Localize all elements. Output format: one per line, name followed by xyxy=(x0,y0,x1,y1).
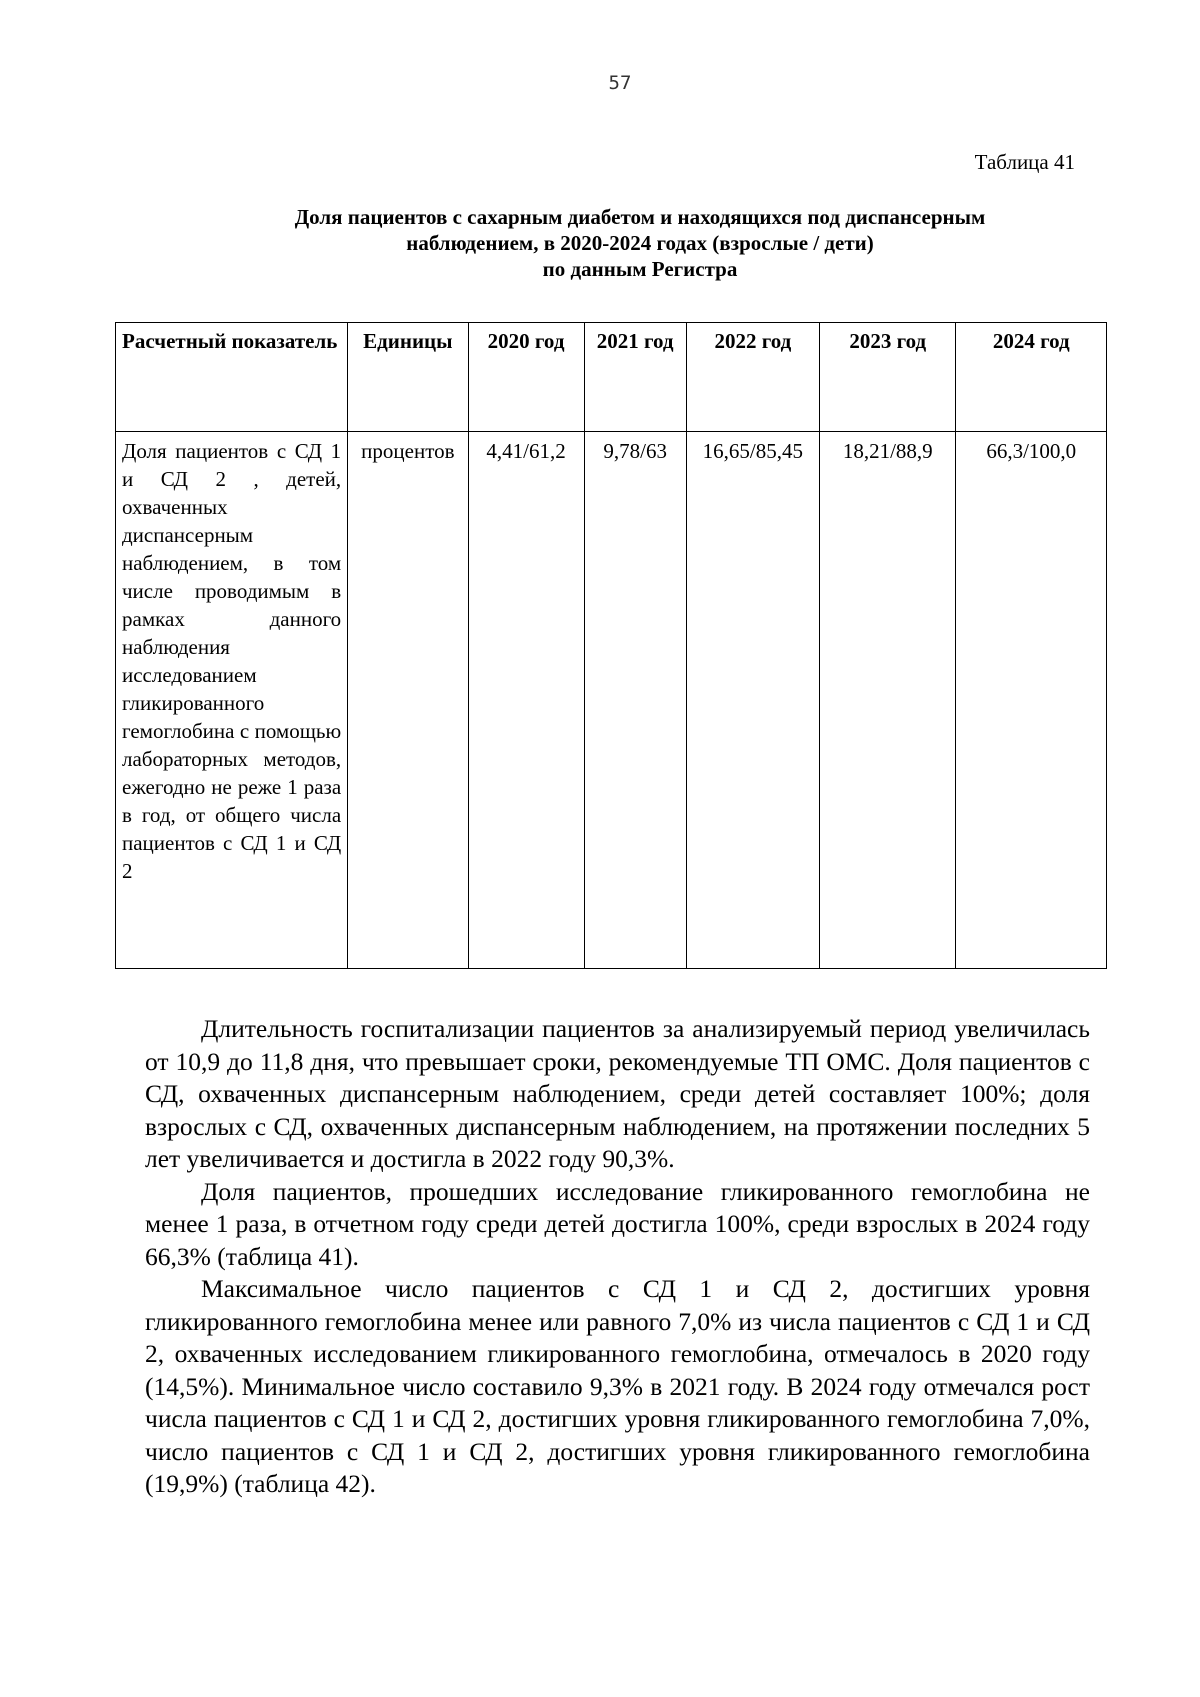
table-label: Таблица 41 xyxy=(974,150,1075,174)
table-title-line: Доля пациентов с сахарным диабетом и находящихся под диспансерным xyxy=(294,205,986,229)
header-2024: 2024 год xyxy=(956,323,1107,432)
table-title xyxy=(200,204,1080,282)
data-table xyxy=(115,322,1107,969)
header-2021: 2021 год xyxy=(584,323,686,432)
cell-2024: 66,3/100,0 xyxy=(956,432,1107,969)
header-indicator: Расчетный показатель xyxy=(116,323,348,432)
cell-2021: 9,78/63 xyxy=(584,432,686,969)
paragraph: Максимальное число пациентов с СД 1 и СД 2, достигших уровня гликированного гемоглобина менее или равного 7,0% из числа пациентов с СД 1 и СД 2, охваченных исследованием гликированного гемоглобина, отмечалось в 2020 году (14,5%). Минимальное число составило 9,3% в 2021 году. В 2024 году отмечался рост числа пациентов с СД 1 и СД 2, достигших уровня гликированного гемоглобина 7,0%, число пациентов с СД 1 и СД 2, достигших уровня гликированного гемоглобина (19,9%) (таблица 42). xyxy=(145,1274,1090,1498)
table-header-row xyxy=(116,323,1107,432)
header-2023: 2023 год xyxy=(819,323,956,432)
paragraph: Длительность госпитализации пациентов за анализируемый период увеличилась от 10,9 до 11,8 дня, что превышает сроки, рекомендуемые ТП ОМС. Доля пациентов с СД, охваченных диспансерным наблюдением, среди детей составляет 100%; доля взрослых с СД, охваченных диспансерным наблюдением, на протяжении последних 5 лет увеличивается и достигла в 2022 году 90,3%. xyxy=(145,1014,1090,1173)
paragraph: Доля пациентов, прошедших исследование гликированного гемоглобина не менее 1 раза, в отчетном году среди детей достигла 100%, среди взрослых в 2024 году 66,3% (таблица 41). xyxy=(145,1176,1090,1271)
header-units: Единицы xyxy=(348,323,468,432)
cell-2022: 16,65/85,45 xyxy=(686,432,819,969)
cell-indicator: Доля пациентов с СД 1 и СД 2 , детей, охваченных диспансерным наблюдением, в том числе проводимым в рамках данного наблюдения исследованием гликированного гемоглобина с помощью лабораторных методов, ежегодно не реже 1 раза в год, от общего числа пациентов с СД 1 и СД 2 xyxy=(116,432,348,969)
cell-units: процентов xyxy=(348,432,468,969)
body-text xyxy=(145,1013,1090,1501)
header-2022: 2022 год xyxy=(686,323,819,432)
header-2020: 2020 год xyxy=(468,323,584,432)
cell-2023: 18,21/88,9 xyxy=(819,432,956,969)
table-title-line: по данным Регистра xyxy=(542,257,738,281)
cell-2020: 4,41/61,2 xyxy=(468,432,584,969)
table-title-line: наблюдением, в 2020-2024 годах (взрослые / дети) xyxy=(406,231,874,255)
page-number: 57 xyxy=(608,72,632,94)
table-row xyxy=(116,432,1107,969)
